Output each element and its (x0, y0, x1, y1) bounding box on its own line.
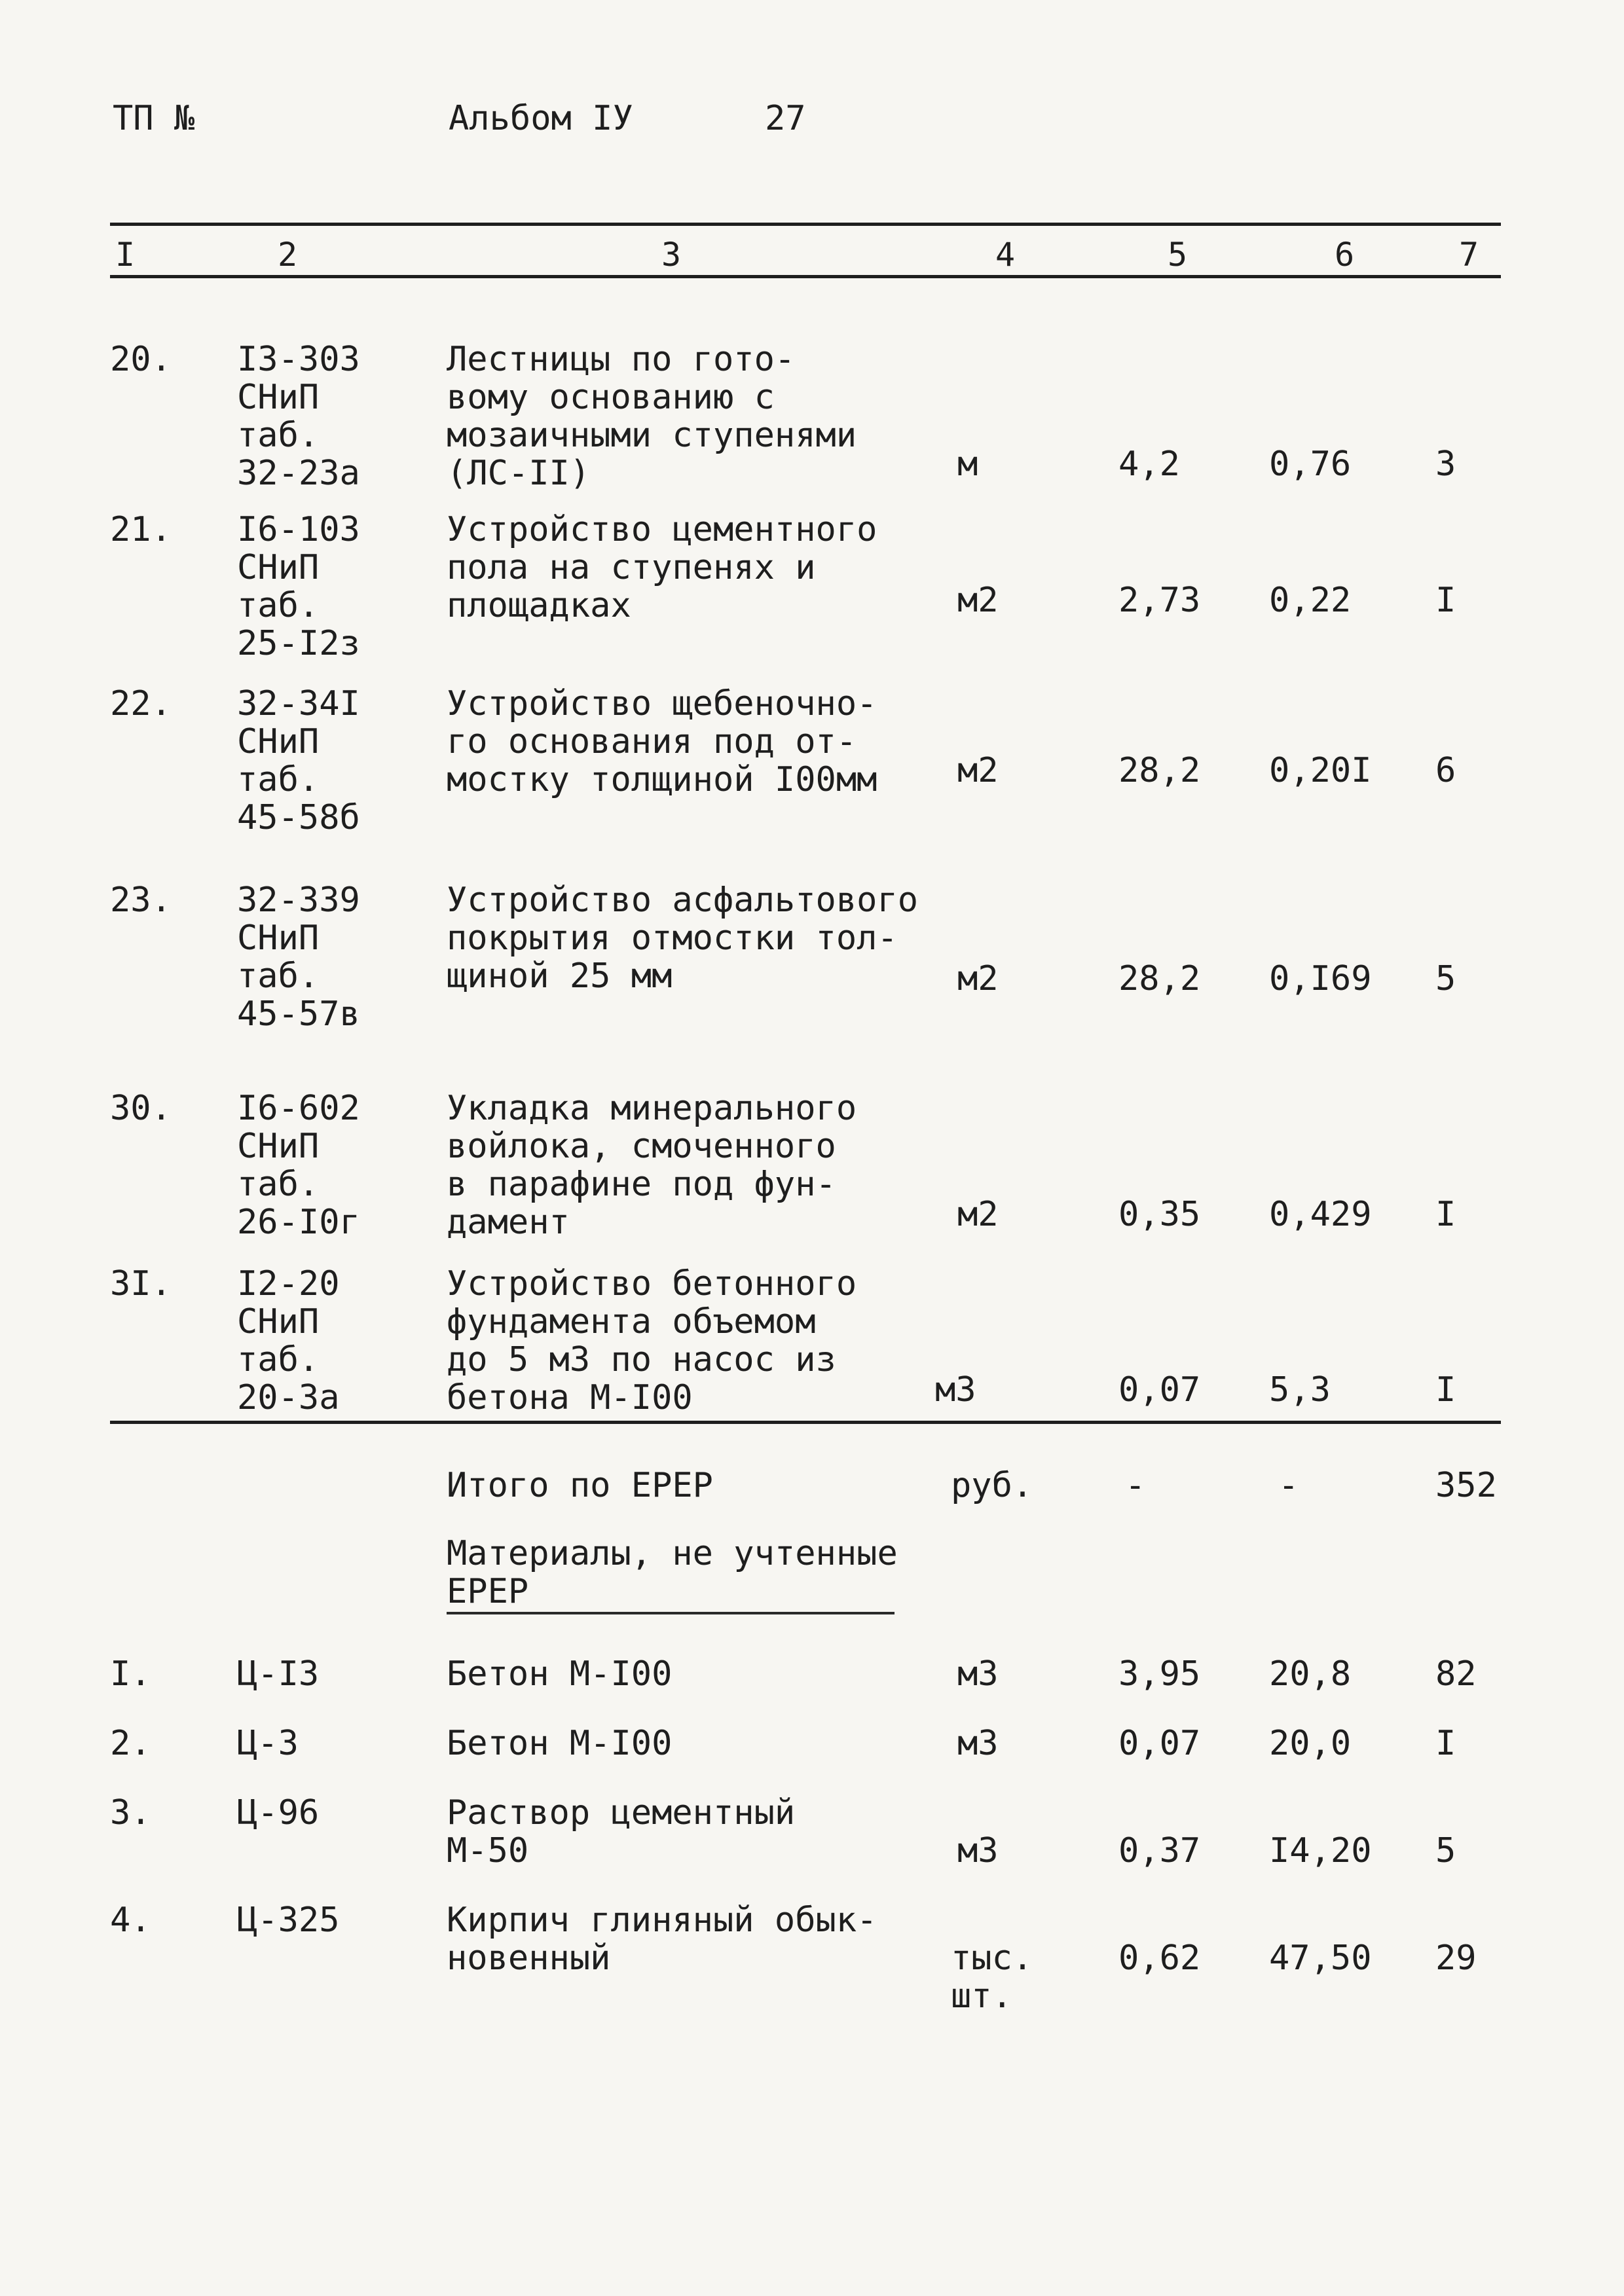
row-code: I6-103 СНиП таб. 25-I2з (237, 510, 360, 663)
column-number-7: 7 (1459, 236, 1479, 274)
row-number: 23. (110, 881, 172, 920)
row-unit: м2 (957, 751, 999, 790)
materials-heading-underline (447, 1612, 895, 1614)
column-number-1: I (115, 236, 136, 274)
material-quantity: 0,37 (1118, 1831, 1201, 1870)
material-description: Раствор цементный М-50 (447, 1793, 796, 1870)
material-code: Ц-325 (237, 1901, 340, 1940)
material-quantity: 0,07 (1118, 1724, 1201, 1763)
row-number: 20. (110, 340, 172, 379)
row-total: 3 (1435, 445, 1456, 484)
material-code: Ц-96 (237, 1793, 320, 1832)
row-code: 32-34I СНиП таб. 45-58б (237, 684, 360, 837)
row-description: Устройство щебеночно- го основания под от- мостку толщиной I00мм (447, 684, 877, 799)
summary-unit: руб. (951, 1466, 1033, 1505)
row-unit-price: 0,429 (1269, 1195, 1372, 1234)
row-description: Устройство бетонного фундамента объемом до 5 м3 по насос из бетона М-I00 (447, 1264, 857, 1417)
summary-label: Итого по ЕРЕР (447, 1466, 713, 1505)
row-unit: м2 (957, 581, 999, 620)
row-unit: м (957, 445, 978, 484)
row-code: 32-339 СНиП таб. 45-57в (237, 881, 360, 1034)
material-quantity: 3,95 (1118, 1654, 1201, 1694)
row-total: I (1435, 581, 1456, 620)
column-number-5: 5 (1168, 236, 1188, 274)
material-unit-price: 20,0 (1269, 1724, 1352, 1763)
material-unit: м3 (957, 1831, 999, 1870)
row-quantity: 2,73 (1118, 581, 1201, 620)
row-unit: м2 (957, 959, 999, 998)
row-description: Укладка минерального войлока, смоченного в парафине под фун- дамент (447, 1089, 857, 1242)
material-description: Кирпич глиняный обык- новенный (447, 1901, 877, 1978)
material-description: Бетон М-I00 (447, 1654, 673, 1694)
row-quantity: 4,2 (1118, 445, 1180, 484)
row-unit-price: 0,76 (1269, 445, 1352, 484)
material-number: 4. (110, 1901, 151, 1940)
material-description: Бетон М-I00 (447, 1724, 673, 1763)
material-unit-price: 20,8 (1269, 1654, 1352, 1694)
row-total: 6 (1435, 751, 1456, 790)
row-code: I3-303 СНиП таб. 32-23а (237, 340, 360, 493)
section-rule (110, 1421, 1501, 1424)
material-total: 5 (1435, 1831, 1456, 1870)
album-label: Альбом IУ (449, 99, 633, 138)
row-number: 3I. (110, 1264, 172, 1303)
row-total: I (1435, 1370, 1456, 1410)
material-quantity: 0,62 (1118, 1939, 1201, 1978)
row-description: Устройство асфальтового покрытия отмостки тол- щиной 25 мм (447, 881, 919, 996)
column-number-6: 6 (1335, 236, 1355, 274)
row-quantity: 28,2 (1118, 751, 1201, 790)
material-number: 3. (110, 1793, 151, 1832)
column-number-3: 3 (661, 236, 682, 274)
row-unit: м2 (957, 1195, 999, 1234)
materials-heading: Материалы, не учтенные ЕРЕР (447, 1534, 898, 1611)
material-code: Ц-3 (237, 1724, 299, 1763)
row-quantity: 28,2 (1118, 959, 1201, 998)
material-total: 29 (1435, 1939, 1477, 1978)
doc-number: ТП № (113, 99, 195, 138)
material-unit: м3 (957, 1724, 999, 1763)
material-number: 2. (110, 1724, 151, 1763)
material-unit: тыс. шт. (951, 1939, 1033, 2016)
row-unit-price: 0,22 (1269, 581, 1352, 620)
top-rule (110, 223, 1501, 226)
row-total: I (1435, 1195, 1456, 1234)
material-unit: м3 (957, 1654, 999, 1694)
row-unit: м3 (935, 1370, 976, 1410)
page-number: 27 (765, 99, 806, 138)
header-underline (110, 275, 1501, 278)
row-description: Устройство цементного пола на ступенях и площадках (447, 510, 877, 625)
summary-quantity: - (1125, 1466, 1146, 1505)
material-code: Ц-I3 (237, 1654, 320, 1694)
row-unit-price: 0,I69 (1269, 959, 1372, 998)
row-number: 30. (110, 1089, 172, 1128)
material-total: 82 (1435, 1654, 1477, 1694)
row-description: Лестницы по гото- вому основанию с мозаичными ступенями (ЛС-II) (447, 340, 857, 493)
material-total: I (1435, 1724, 1456, 1763)
row-unit-price: 0,20I (1269, 751, 1372, 790)
summary-total: 352 (1435, 1466, 1497, 1505)
row-quantity: 0,07 (1118, 1370, 1201, 1410)
column-number-4: 4 (995, 236, 1016, 274)
row-code: I2-20 СНиП таб. 20-3а (237, 1264, 340, 1417)
material-unit-price: I4,20 (1269, 1831, 1372, 1870)
material-number: I. (110, 1654, 151, 1694)
row-number: 21. (110, 510, 172, 549)
row-code: I6-602 СНиП таб. 26-I0г (237, 1089, 360, 1242)
row-number: 22. (110, 684, 172, 723)
column-number-2: 2 (278, 236, 298, 274)
row-quantity: 0,35 (1118, 1195, 1201, 1234)
row-total: 5 (1435, 959, 1456, 998)
summary-unit-price: - (1278, 1466, 1299, 1505)
material-unit-price: 47,50 (1269, 1939, 1372, 1978)
row-unit-price: 5,3 (1269, 1370, 1331, 1410)
